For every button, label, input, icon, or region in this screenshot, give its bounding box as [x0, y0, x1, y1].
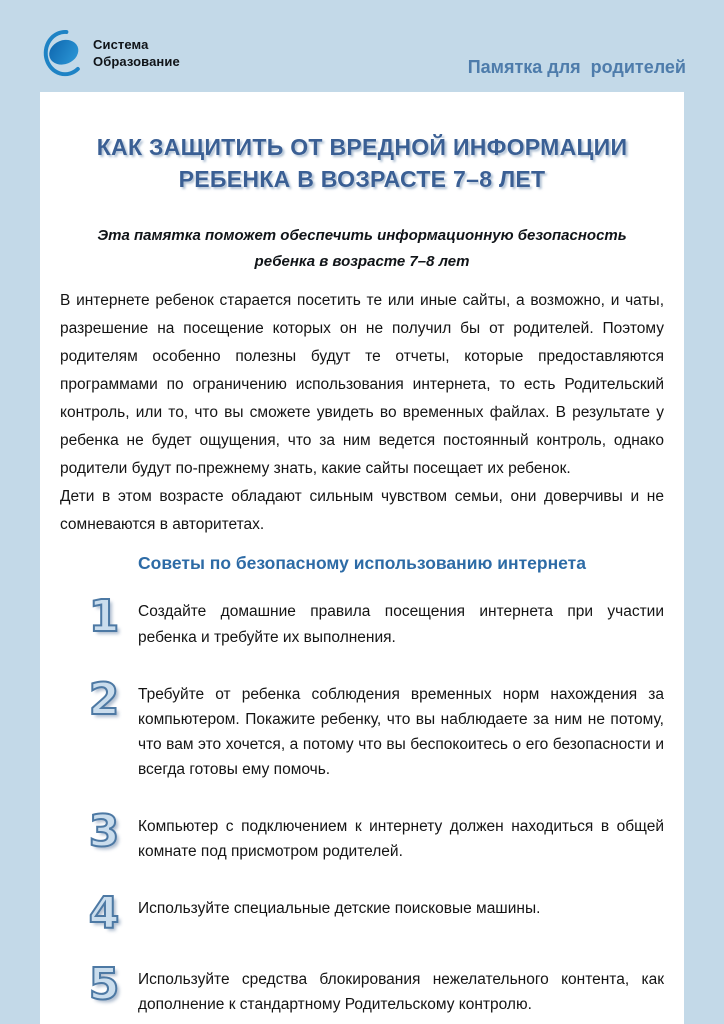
logo-text [93, 37, 180, 71]
section-title: Советы по безопасному использованию интернета [138, 553, 586, 574]
logo-line2: Образование [93, 54, 180, 69]
tip-number: 1 [88, 591, 120, 643]
logo-line1: Система [93, 37, 149, 53]
tip-item [86, 959, 664, 1017]
tip-item [86, 806, 664, 864]
tip-text: Используйте специальные детские поисковые машины. [138, 900, 541, 918]
tip-number: 4 [88, 888, 120, 940]
tip-text: Требуйте от ребенка соблюдения временных норм нахождения за компьютером. Покажите ребенку, что вы наблюдаете за ним не потому, что вам это хочется, а потому что вы беспокоитесь о его безопасности и всегда готовы ему помочь. [138, 685, 664, 779]
tip-number: 3 [88, 806, 120, 858]
tip-item [86, 673, 664, 782]
globe-orbit-logo-icon [40, 28, 84, 80]
tips-list [60, 591, 664, 1017]
tip-text: Создайте домашние правила посещения интернета при участии ребенка и требуйте их выполнения. [138, 603, 664, 646]
page-label: Памятка для родителей [467, 57, 686, 77]
body-paragraph-1: В интернете ребенок старается посетить те или иные сайты, а возможно, и чаты, разрешение на посещение которых он не получил бы от родителей. Поэтому родителям особенно полезны будут те отчеты, которые предоставляются программами по ограничению использования интернета, то есть Родительский контроль, или то, что вы сможете увидеть во временных файлах. В результате у ребенка не будет ощущения, что за ним ведется постоянный контроль, однако родители будут по-прежнему знать, какие сайты посещает их ребенок. [60, 292, 664, 477]
tip-text: Используйте средства блокирования нежелательного контента, как дополнение к стандартному Родительскому контролю. [138, 971, 664, 1014]
body-text [60, 287, 664, 538]
document-subtitle [60, 223, 664, 274]
tip-text: Компьютер с подключением к интернету должен находиться в общей комнате под присмотром родителей. [138, 818, 664, 861]
document-card [40, 92, 684, 1024]
header [0, 0, 724, 92]
logo [40, 28, 180, 80]
body-paragraph-2: Дети в этом возрасте обладают сильным чувством семьи, они доверчивы и не сомневаются в авторитетах. [60, 487, 664, 533]
document-title-line1: КАК ЗАЩИТИТЬ ОТ ВРЕДНОЙ ИНФОРМАЦИИ [96, 134, 628, 160]
document-title-line2: РЕБЕНКА В ВОЗРАСТЕ 7–8 ЛЕТ [178, 165, 546, 192]
document-subtitle-line1: Эта памятка поможет обеспечить информационную безопасность [97, 227, 627, 245]
document-subtitle-line2: ребенка в возрасте 7–8 лет [254, 252, 470, 270]
tip-item [86, 591, 664, 649]
tip-number: 2 [88, 673, 120, 725]
document-title [60, 132, 664, 195]
tip-number: 5 [88, 959, 120, 1011]
tip-item [86, 888, 664, 940]
